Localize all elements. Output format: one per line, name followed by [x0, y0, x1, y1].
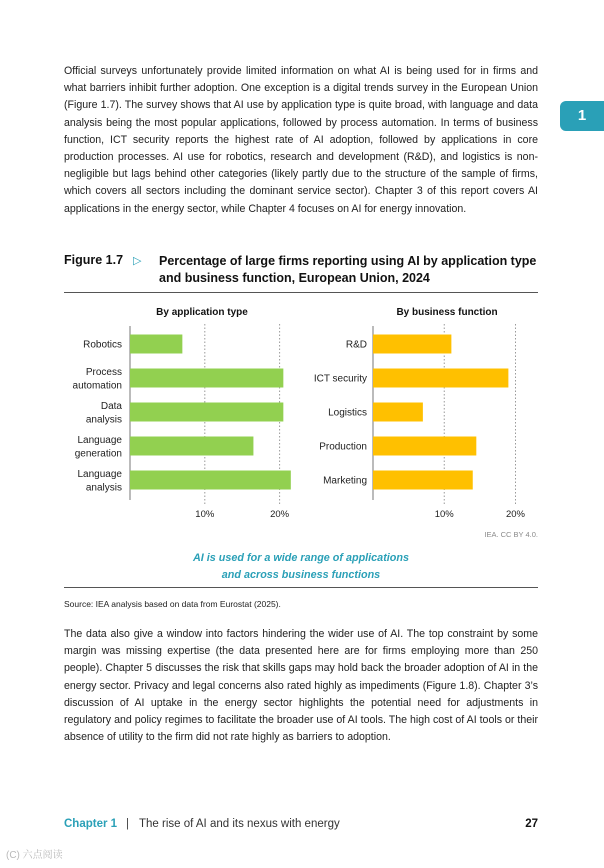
- body-paragraph-2: The data also give a window into factors hindering the wider use of AI. The top constraint by some margin was missing expertise (the data presented here are for firms employing more than 250 people). Chapter 5 discusses the risk that skills gaps may hold back the broader adoption of AI in the energy sector. Privacy and legal concerns also rated highly as impediments (Figure 1.8). Chapter 3’s discussion of AI uptake in the energy sector highlights the potential need for adjustments in regulatory and policy regimes to facilitate the broader use of AI tools. The high cost of AI tools or their absence of utility to the firm did not rate highly as barriers to adoption.: [64, 628, 538, 744]
- chapter-tab[interactable]: 1: [560, 101, 604, 131]
- category-label: Data: [100, 400, 122, 412]
- chart-title: By application type: [156, 307, 248, 318]
- footer-title: The rise of AI and its nexus with energy: [139, 818, 340, 830]
- footer-separator: |: [126, 818, 129, 830]
- category-label: Marketing: [323, 475, 367, 487]
- bar-r-d: [373, 335, 451, 354]
- bar-marketing: [373, 471, 473, 490]
- figure-arrow-icon: ▷: [133, 255, 142, 267]
- x-tick-label: 10%: [195, 509, 215, 520]
- figure-credit: IEA. CC BY 4.0.: [484, 530, 538, 539]
- category-label: Language: [77, 468, 122, 480]
- figure-source: Source: IEA analysis based on data from Eurostat (2025).: [64, 599, 281, 609]
- chart-by-business-function: [300, 300, 540, 530]
- category-label: Process: [85, 366, 122, 378]
- figure-bottom-rule: [64, 587, 538, 588]
- figure-caption: [64, 550, 538, 583]
- chart-by-application-type: [64, 300, 294, 530]
- footer-chapter[interactable]: Chapter 1: [64, 818, 118, 830]
- category-label: Robotics: [83, 339, 122, 351]
- x-tick-label: 20%: [270, 509, 290, 520]
- bar-language-generation: [130, 437, 253, 456]
- bar-production: [373, 437, 476, 456]
- category-label: R&D: [345, 339, 367, 351]
- figure-top-rule: [64, 292, 538, 293]
- watermark: (C) 六点阅读: [6, 850, 63, 861]
- x-tick-label: 10%: [434, 509, 454, 520]
- bar-logistics: [373, 403, 423, 422]
- category-label: analysis: [85, 414, 122, 426]
- bar-data-analysis: [130, 403, 283, 422]
- category-label: automation: [72, 380, 122, 392]
- bar-robotics: [130, 335, 182, 354]
- figure-label: Figure 1.7: [64, 253, 124, 267]
- category-label: generation: [74, 448, 122, 460]
- x-tick-label: 20%: [505, 509, 526, 520]
- bar-process-automation: [130, 369, 283, 388]
- category-label: ICT security: [313, 373, 367, 385]
- body-paragraph-1: Official surveys unfortunately provide limited information on what AI is being used for in firms and what barriers inhibit further adoption. One exception is a digital trends survey in the European Union (Figure 1.7). The survey shows that AI use by application type is quite broad, with language and data analysis being the most popular applications, followed by process automation. In terms of business function, ICT security reports the highest rate of AI adoption, followed by applications in core production processes. AI use for robotics, research and development (R&D), and logistics is non-negligible but lags behind other categories (likely partly due to the structure of the sample of firms, which covers all sectors including the dominant service sector). Chapter 3 of this report covers AI applications in the energy sector, while Chapter 4 focuses on AI for energy innovation.: [64, 65, 538, 215]
- caption-line-2: and across business functions: [221, 568, 381, 581]
- figure-title: Percentage of large firms reporting using AI by application type and business function, European Union, 2024: [159, 254, 537, 285]
- category-label: Logistics: [328, 407, 367, 419]
- page-number: 27: [525, 818, 538, 830]
- chart-title: By business function: [396, 307, 498, 318]
- caption-line-1: AI is used for a wide range of applications: [193, 552, 409, 564]
- category-label: Language: [77, 434, 122, 446]
- bar-language-analysis: [130, 471, 291, 490]
- bar-ict-security: [373, 369, 508, 388]
- category-label: Production: [319, 441, 367, 453]
- category-label: analysis: [85, 482, 122, 494]
